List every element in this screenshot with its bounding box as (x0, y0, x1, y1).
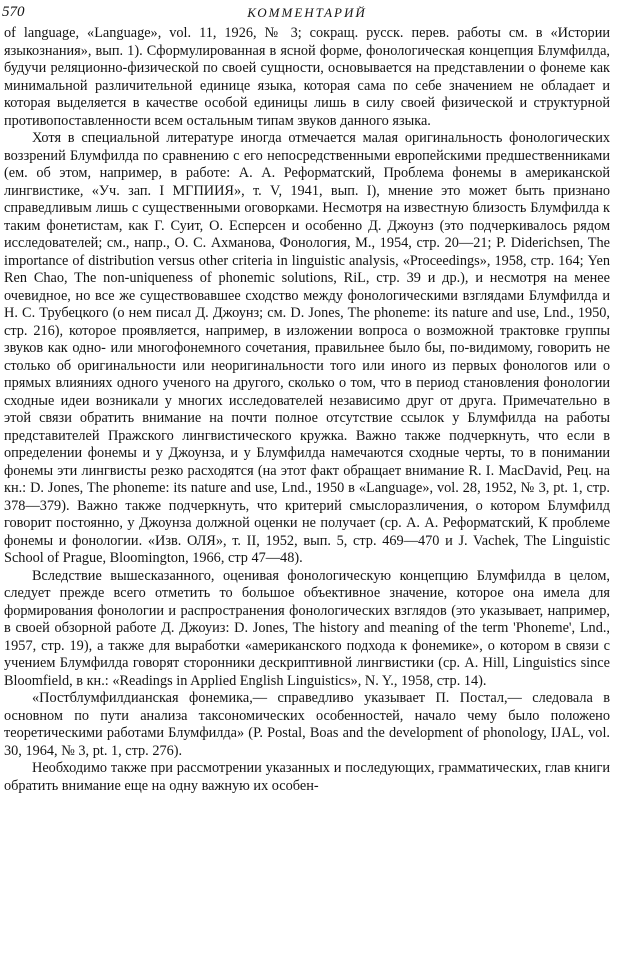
paragraph-grammar-chapters: Необходимо также при рассмотрении указанных и последующих, грамматических, глав книги обратить внимание еще на одну важную их особен- (4, 760, 610, 794)
paragraph-postal-quote: «Постблумфилдианская фонемика,— справедливо указывает П. Постал,— следовала в основном по пути анализа таксономических особенностей, начало чему было положено теоретическими работами Блумфилда» (P. Postal, Boas and the development of phonology, IJAL, vol. 30, 1964, № 3, pt. 1, стр. 276). (4, 690, 610, 759)
page-header (2, 4, 612, 24)
paragraph-continuation: of language, «Language», vol. 11, 1926, № 3; сокращ. русск. перев. работы см. в «Истории языкознания», вып. 1). Сформулированная в ясной форме, фонологическая концепция Блумфилда, будучи реляционно-физической по своей сущности, основывается на представлении о фонеме как минимальной различительной единице языка, которая сама по себе значением не обладает и которая выделяется в качестве особой единицы лишь в силу своей физической и структурной противопоставленности всем остальным типам звуков данного языка. (4, 25, 610, 129)
paragraph-significance: Вследствие вышесказанного, оценивая фонологическую концепцию Блумфилда в целом, следует прежде всего отметить то большое объективное значение, которое она имела для формирования фонологии и распространения фонологических взглядов (это указывает, например, в своей обзорной работе Д. Джоуиз: D. Jones, The history and meaning of the term 'Phoneme', Lnd., 1957, стр. 19), а также для выработки «американского подхода к фонемике», о котором в связи с учением Блумфилда говорят сторонники дескриптивной лингвистики (ср. A. Hill, Linguistics since Bloomfield, в кн.: «Readings in Applied English Linguistics», N. Y., 1958, стр. 14). (4, 567, 610, 689)
page-number: 570 (2, 4, 25, 20)
running-title: КОММЕНТАРИЙ (247, 5, 367, 20)
paragraph-originality: Хотя в специальной литературе иногда отмечается малая оригинальность фонологических воззрений Блумфилда по сравнению с его непосредственными европейскими предшественниками (ем. об этом, например, в работе: А. А. Реформатский, Проблема фонемы в американской лингвистике, «Уч. зап. I МГПИИЯ», т. V, 1941, вып. I), мнение это может быть признано справедливым лишь с существенными оговорками. Несмотря на известную близость Блумфилда к таким фонетистам, как Г. Суит, О. Есперсен и особенно Д. Джоунз (это подчеркивалось рядом исследователей; см., напр., О. С. Ахманова, Фонология, М., 1954, стр. 20—21; P. Diderichsen, The importance of distribution versus other criteria in linguistic analysis, «Proceedings», 1958, стр. 164; Yen Ren Chao, The non-uniqueness of phonemic solutions, RiL, стр. 39 и др.), и несмотря на менее очевидное, но все же существовавшее сходство между фонологическими взглядами Блумфилда и Н. С. Трубецкого (о нем писал Д. Джоунз; см. D. Jones, The phoneme: its nature and use, Lnd., 1950, стр. 216), которое проявляется, например, в изложении вопроса о возможной трактовке группы звуков как одно- или многофонемного сочетания, правильнее было бы, по-видимому, говорить не столько об оригинальности или неоригинальности того или иного из первых фонологов или о прямых влияниях одного ученого на другого, сколько о том, что в период становления фонологии сходные идеи возникали у многих исследователей независимо друг от друга. Примечательно в этой связи обратить внимание на почти полное отсутствие ссылок у Блумфилда на работы представителей Пражского лингвистического кружка. Важно также подчеркнуть, что если в определении фонемы и у Джоунза, и у Блумфилда намечаются сходные черты, то в понимании фонемы эти лингвисты резко расходятся (на этот факт обращает внимание R. I. MacDavid, Рец. на кн.: D. Jones, The phoneme: its nature and use, Lnd., 1950 в «Language», vol. 28, 1952, № 3, pt. 1, стр. 378—379). Важно также подчеркнуть, что критерий смыслоразличения, о котором Блумфилд говорит постоянно, у Джоунза должной оценки не получает (ср. А. А. Реформатский, К проблеме фонемы и фонологии. «Изв. ОЛЯ», т. II, 1952, вып. 5, стр. 469—470 и J. Vachek, The Linguistic School of Prague, Bloomington, 1966, стр 47—48). (4, 130, 610, 566)
body-text (4, 25, 610, 795)
